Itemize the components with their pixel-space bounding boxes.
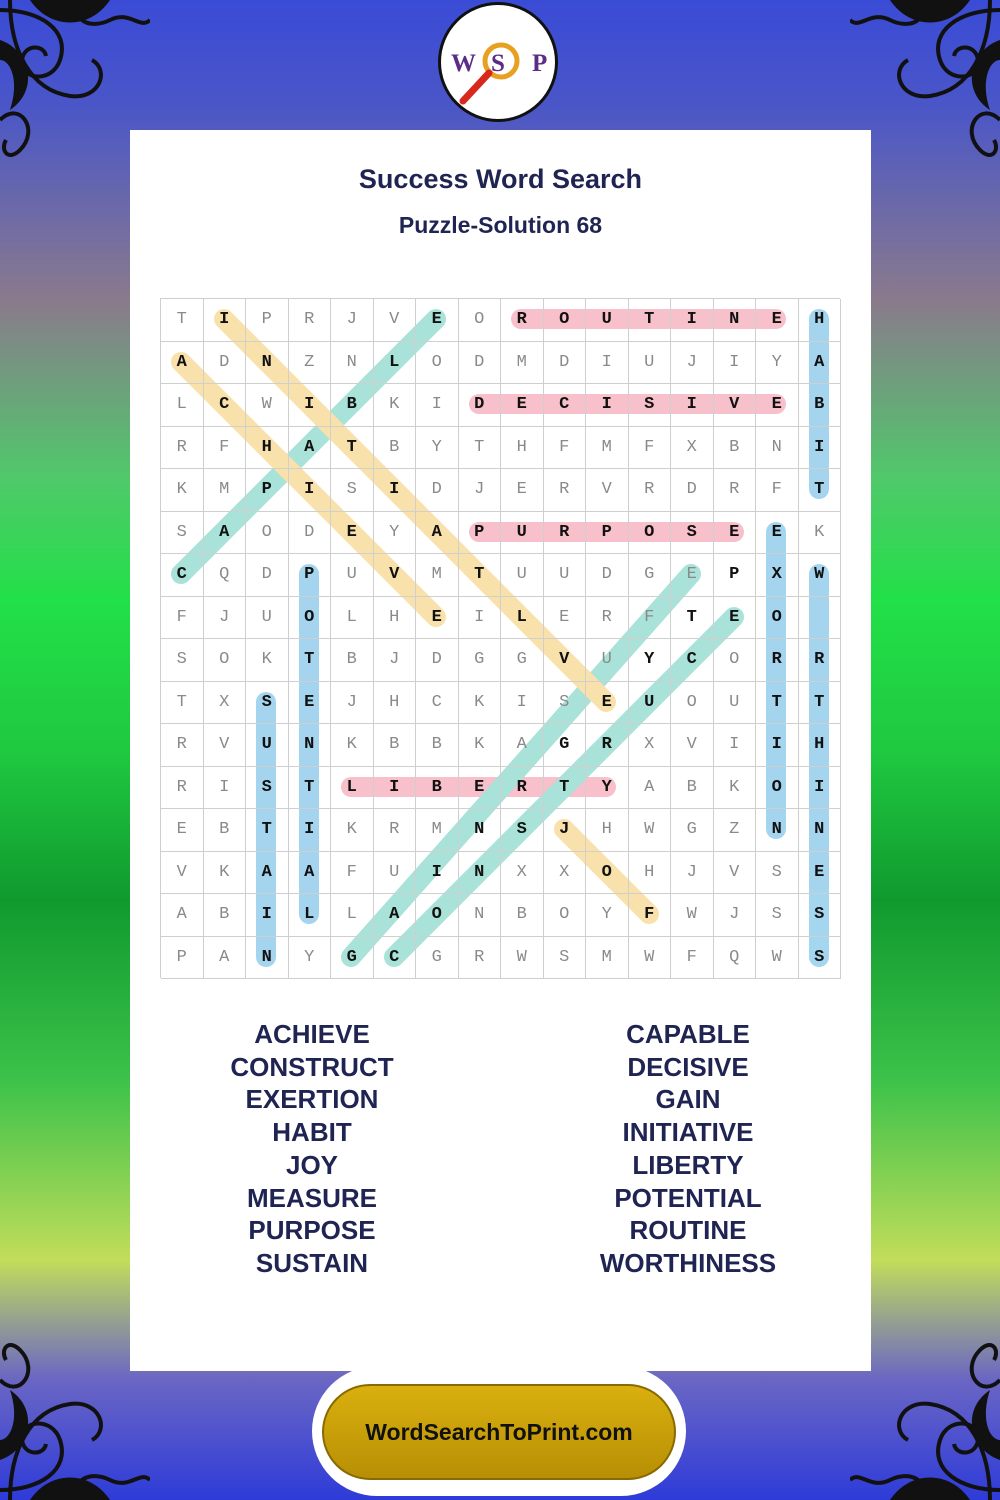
grid-cell[interactable]: H <box>799 299 842 342</box>
grid-cell[interactable]: G <box>416 937 459 980</box>
grid-cell[interactable]: O <box>416 342 459 385</box>
grid-cell[interactable]: F <box>671 937 714 980</box>
grid-cell[interactable]: O <box>416 894 459 937</box>
grid-cell[interactable]: A <box>289 852 332 895</box>
grid-cell[interactable]: J <box>671 852 714 895</box>
grid-cell[interactable]: K <box>161 469 204 512</box>
grid-cell[interactable]: P <box>161 937 204 980</box>
grid-cell[interactable]: F <box>629 894 672 937</box>
grid-cell[interactable]: P <box>289 554 332 597</box>
word-list-item: MEASURE <box>246 1182 377 1213</box>
letter-grid[interactable] <box>160 298 840 978</box>
grid-cell[interactable]: V <box>374 554 417 597</box>
grid-cell[interactable]: P <box>714 554 757 597</box>
grid-cell[interactable]: I <box>586 342 629 385</box>
grid-cell[interactable]: C <box>416 682 459 725</box>
grid-cell[interactable]: J <box>331 682 374 725</box>
grid-cell[interactable]: R <box>586 597 629 640</box>
grid-cell[interactable]: S <box>544 937 587 980</box>
grid-cell[interactable]: R <box>501 299 544 342</box>
grid-cell[interactable]: E <box>714 512 757 555</box>
page-title: Success Word Search <box>358 164 643 194</box>
grid-cell[interactable]: I <box>204 767 247 810</box>
grid-cell[interactable]: A <box>501 724 544 767</box>
grid-cell[interactable]: G <box>629 554 672 597</box>
grid-cell[interactable]: R <box>756 639 799 682</box>
page-subtitle: Puzzle-Solution 68 <box>398 212 603 238</box>
grid-cell[interactable]: O <box>204 639 247 682</box>
word-grid[interactable] <box>160 298 840 978</box>
grid-cell[interactable]: T <box>161 299 204 342</box>
grid-cell[interactable]: T <box>629 299 672 342</box>
grid-cell[interactable]: N <box>799 809 842 852</box>
grid-cell[interactable]: R <box>161 427 204 470</box>
grid-cell[interactable]: N <box>331 342 374 385</box>
grid-cell[interactable]: D <box>544 342 587 385</box>
grid-cell[interactable]: O <box>629 512 672 555</box>
grid-cell[interactable]: M <box>586 427 629 470</box>
grid-cell[interactable]: D <box>459 342 502 385</box>
grid-cell[interactable]: H <box>374 682 417 725</box>
grid-cell[interactable]: O <box>289 597 332 640</box>
grid-cell[interactable]: U <box>586 639 629 682</box>
grid-cell[interactable]: L <box>331 597 374 640</box>
grid-cell[interactable]: R <box>501 767 544 810</box>
word-list-item: ACHIEVE <box>254 1019 370 1049</box>
grid-cell[interactable]: L <box>501 597 544 640</box>
grid-cell[interactable]: S <box>544 682 587 725</box>
site-logo[interactable] <box>438 2 558 122</box>
grid-cell[interactable]: G <box>544 724 587 767</box>
grid-cell[interactable]: S <box>671 512 714 555</box>
grid-cell[interactable]: U <box>501 554 544 597</box>
grid-cell[interactable]: I <box>289 384 332 427</box>
grid-cell[interactable]: I <box>204 299 247 342</box>
logo-letter-p: P <box>532 50 548 77</box>
word-list-item: CAPABLE <box>626 1019 750 1049</box>
grid-cell[interactable]: U <box>331 554 374 597</box>
grid-cell[interactable]: R <box>289 299 332 342</box>
grid-cell[interactable]: T <box>331 427 374 470</box>
grid-cell[interactable]: H <box>799 724 842 767</box>
grid-cell[interactable]: T <box>799 682 842 725</box>
grid-cell[interactable]: B <box>416 767 459 810</box>
word-list-item: WORTHINESS <box>599 1247 777 1278</box>
grid-cell[interactable]: N <box>289 724 332 767</box>
grid-cell[interactable]: I <box>756 724 799 767</box>
grid-cell[interactable]: I <box>501 682 544 725</box>
grid-cell[interactable]: K <box>331 724 374 767</box>
word-list-item: LIBERTY <box>632 1149 744 1180</box>
grid-cell[interactable]: U <box>246 597 289 640</box>
grid-cell[interactable]: S <box>161 639 204 682</box>
logo-letter-s: S <box>491 50 505 77</box>
grid-cell[interactable]: A <box>161 342 204 385</box>
grid-cell[interactable]: N <box>459 852 502 895</box>
grid-cell[interactable]: E <box>501 469 544 512</box>
grid-cell[interactable]: R <box>544 469 587 512</box>
grid-cell[interactable]: J <box>374 639 417 682</box>
grid-cell[interactable]: N <box>756 809 799 852</box>
grid-cell[interactable]: U <box>544 554 587 597</box>
grid-cell[interactable]: N <box>246 342 289 385</box>
grid-cell[interactable]: J <box>459 469 502 512</box>
grid-cell[interactable]: I <box>586 384 629 427</box>
grid-cell[interactable]: R <box>544 512 587 555</box>
word-list-item: PURPOSE <box>248 1215 376 1246</box>
grid-cell[interactable]: X <box>501 852 544 895</box>
logo-letter-w: W <box>451 50 476 77</box>
grid-cell[interactable]: D <box>246 554 289 597</box>
grid-cell[interactable]: U <box>629 682 672 725</box>
grid-cell[interactable]: K <box>714 767 757 810</box>
grid-cell[interactable]: I <box>246 894 289 937</box>
grid-cell[interactable]: N <box>459 809 502 852</box>
grid-cell[interactable]: T <box>459 554 502 597</box>
grid-cell[interactable]: J <box>714 894 757 937</box>
grid-cell[interactable]: I <box>374 767 417 810</box>
grid-cell[interactable]: N <box>246 937 289 980</box>
word-list-item: JOY <box>285 1149 339 1180</box>
grid-cell[interactable]: E <box>501 384 544 427</box>
grid-cell[interactable]: S <box>756 852 799 895</box>
grid-cell[interactable]: G <box>671 809 714 852</box>
grid-cell[interactable]: E <box>714 597 757 640</box>
grid-cell[interactable]: R <box>714 469 757 512</box>
grid-cell[interactable]: A <box>289 427 332 470</box>
grid-cell[interactable]: M <box>416 554 459 597</box>
grid-cell[interactable]: X <box>544 852 587 895</box>
grid-cell[interactable]: R <box>374 809 417 852</box>
grid-cell[interactable]: P <box>246 299 289 342</box>
grid-cell[interactable]: M <box>586 937 629 980</box>
grid-cell[interactable]: F <box>629 597 672 640</box>
grid-cell[interactable]: R <box>161 724 204 767</box>
grid-cell[interactable]: A <box>799 342 842 385</box>
grid-cell[interactable]: B <box>799 384 842 427</box>
grid-cell[interactable]: P <box>586 512 629 555</box>
grid-cell[interactable]: X <box>756 554 799 597</box>
grid-cell[interactable]: O <box>756 597 799 640</box>
grid-cell[interactable]: I <box>714 724 757 767</box>
grid-cell[interactable]: B <box>331 639 374 682</box>
grid-cell[interactable]: I <box>714 342 757 385</box>
grid-cell[interactable]: L <box>331 894 374 937</box>
grid-cell[interactable]: E <box>756 299 799 342</box>
grid-cell[interactable]: A <box>246 852 289 895</box>
corner-flourish-icon <box>850 1300 1000 1500</box>
grid-cell[interactable]: O <box>714 639 757 682</box>
grid-cell[interactable]: E <box>756 512 799 555</box>
grid-cell[interactable]: W <box>799 554 842 597</box>
grid-cell[interactable]: V <box>544 639 587 682</box>
grid-cell[interactable]: X <box>671 427 714 470</box>
grid-cell[interactable]: E <box>416 597 459 640</box>
grid-cell[interactable]: E <box>544 597 587 640</box>
grid-cell[interactable]: I <box>671 299 714 342</box>
grid-cell[interactable]: B <box>416 724 459 767</box>
grid-cell[interactable]: L <box>161 384 204 427</box>
grid-cell[interactable]: O <box>246 512 289 555</box>
grid-cell[interactable]: K <box>374 384 417 427</box>
grid-cell[interactable]: V <box>204 724 247 767</box>
grid-cell[interactable]: A <box>161 894 204 937</box>
grid-cell[interactable]: B <box>714 427 757 470</box>
grid-cell[interactable]: E <box>756 384 799 427</box>
grid-cell[interactable]: F <box>331 852 374 895</box>
grid-cell[interactable]: D <box>204 342 247 385</box>
grid-cell[interactable]: O <box>544 894 587 937</box>
corner-flourish-icon <box>850 0 1000 200</box>
word-list-item: POTENTIAL <box>614 1182 762 1213</box>
grid-cell[interactable]: I <box>374 469 417 512</box>
grid-cell[interactable]: E <box>799 852 842 895</box>
grid-cell[interactable]: M <box>416 809 459 852</box>
grid-cell[interactable]: E <box>671 554 714 597</box>
grid-cell[interactable]: T <box>289 767 332 810</box>
grid-cell[interactable]: V <box>671 724 714 767</box>
grid-cell[interactable]: U <box>586 299 629 342</box>
grid-cell[interactable]: V <box>714 384 757 427</box>
grid-cell[interactable]: I <box>671 384 714 427</box>
grid-cell[interactable]: R <box>459 937 502 980</box>
word-list-item: SUSTAIN <box>255 1247 369 1278</box>
grid-cell[interactable]: W <box>501 937 544 980</box>
word-list-item: HABIT <box>272 1117 352 1148</box>
grid-cell[interactable]: A <box>629 767 672 810</box>
grid-cell[interactable]: Y <box>756 342 799 385</box>
grid-cell[interactable]: H <box>501 427 544 470</box>
grid-cell[interactable]: X <box>629 724 672 767</box>
grid-cell[interactable]: F <box>204 427 247 470</box>
grid-cell[interactable]: S <box>331 469 374 512</box>
puzzle-sheet <box>130 130 871 1371</box>
grid-cell[interactable]: Y <box>586 767 629 810</box>
corner-flourish-icon <box>0 1300 150 1500</box>
grid-cell[interactable]: G <box>459 639 502 682</box>
word-list-item: CONSTRUCT <box>230 1051 394 1082</box>
grid-cell[interactable]: R <box>629 469 672 512</box>
grid-cell[interactable]: J <box>331 299 374 342</box>
grid-cell[interactable]: K <box>246 639 289 682</box>
grid-cell[interactable]: U <box>714 682 757 725</box>
grid-cell[interactable]: W <box>629 809 672 852</box>
grid-cell[interactable]: C <box>204 384 247 427</box>
grid-cell[interactable]: B <box>204 894 247 937</box>
word-list-item: INITIATIVE <box>622 1117 754 1148</box>
grid-cell[interactable]: O <box>544 299 587 342</box>
grid-cell[interactable]: Y <box>629 639 672 682</box>
grid-cell[interactable]: V <box>374 299 417 342</box>
grid-cell[interactable]: W <box>671 894 714 937</box>
grid-cell[interactable]: U <box>374 852 417 895</box>
grid-cell[interactable]: C <box>161 554 204 597</box>
grid-cell[interactable]: Z <box>714 809 757 852</box>
grid-cell[interactable]: R <box>799 639 842 682</box>
grid-cell[interactable]: N <box>714 299 757 342</box>
grid-cell[interactable]: T <box>544 767 587 810</box>
grid-cell[interactable]: Y <box>289 937 332 980</box>
grid-cell[interactable]: D <box>289 512 332 555</box>
grid-cell[interactable]: K <box>459 724 502 767</box>
grid-cell[interactable]: J <box>544 809 587 852</box>
word-list-item: ROUTINE <box>629 1215 747 1246</box>
grid-cell[interactable]: E <box>459 767 502 810</box>
grid-cell[interactable]: Q <box>204 554 247 597</box>
grid-cell[interactable]: S <box>799 894 842 937</box>
grid-cell[interactable]: T <box>246 809 289 852</box>
grid-cell[interactable]: I <box>416 852 459 895</box>
grid-cell[interactable]: B <box>204 809 247 852</box>
grid-cell[interactable]: A <box>416 512 459 555</box>
grid-cell[interactable]: S <box>629 384 672 427</box>
grid-cell[interactable]: H <box>586 809 629 852</box>
grid-cell[interactable]: O <box>671 682 714 725</box>
website-link-button[interactable]: WordSearchToPrint.com <box>322 1384 676 1480</box>
grid-cell[interactable]: I <box>289 469 332 512</box>
grid-cell[interactable]: V <box>586 469 629 512</box>
grid-cell[interactable]: D <box>586 554 629 597</box>
grid-cell[interactable]: O <box>586 852 629 895</box>
grid-cell[interactable]: T <box>799 469 842 512</box>
grid-cell[interactable]: S <box>501 809 544 852</box>
grid-cell[interactable]: T <box>671 597 714 640</box>
grid-cell[interactable]: T <box>289 639 332 682</box>
grid-cell[interactable]: C <box>671 639 714 682</box>
grid-cell[interactable]: C <box>544 384 587 427</box>
grid-cell[interactable]: N <box>756 427 799 470</box>
grid-cell[interactable]: I <box>289 809 332 852</box>
grid-cell[interactable]: H <box>374 597 417 640</box>
grid-cell[interactable]: W <box>246 384 289 427</box>
grid-cell[interactable]: L <box>289 894 332 937</box>
grid-cell[interactable]: B <box>331 384 374 427</box>
grid-cell[interactable]: T <box>756 682 799 725</box>
grid-cell[interactable]: Y <box>586 894 629 937</box>
grid-cell[interactable]: P <box>459 512 502 555</box>
grid-cell[interactable]: W <box>629 937 672 980</box>
grid-cell[interactable]: D <box>459 384 502 427</box>
word-list-right <box>538 1018 838 1280</box>
grid-cell[interactable]: U <box>629 342 672 385</box>
word-list-left <box>162 1018 462 1280</box>
grid-cell[interactable]: B <box>671 767 714 810</box>
grid-cell[interactable]: I <box>799 767 842 810</box>
grid-cell[interactable]: B <box>374 427 417 470</box>
grid-cell[interactable]: S <box>799 937 842 980</box>
grid-cell[interactable]: N <box>459 894 502 937</box>
word-list-item: DECISIVE <box>627 1051 749 1082</box>
grid-cell[interactable]: H <box>246 427 289 470</box>
grid-cell[interactable]: J <box>204 597 247 640</box>
corner-flourish-icon <box>0 0 150 200</box>
grid-cell[interactable]: I <box>416 384 459 427</box>
grid-cell[interactable]: U <box>501 512 544 555</box>
grid-cell[interactable]: K <box>459 682 502 725</box>
grid-cell[interactable]: J <box>671 342 714 385</box>
grid-cell[interactable]: A <box>204 512 247 555</box>
grid-cell[interactable]: Z <box>289 342 332 385</box>
word-list-item: EXERTION <box>245 1084 379 1115</box>
grid-cell[interactable]: P <box>246 469 289 512</box>
grid-cell[interactable]: K <box>204 852 247 895</box>
grid-cell[interactable]: E <box>289 682 332 725</box>
grid-cell[interactable]: C <box>374 937 417 980</box>
grid-cell[interactable]: U <box>246 724 289 767</box>
grid-cell[interactable]: D <box>416 639 459 682</box>
grid-cell[interactable]: S <box>246 682 289 725</box>
grid-cell[interactable]: A <box>374 894 417 937</box>
grid-cell[interactable]: H <box>629 852 672 895</box>
grid-cell[interactable]: G <box>331 937 374 980</box>
grid-cell[interactable]: I <box>459 597 502 640</box>
grid-cell[interactable]: Q <box>714 937 757 980</box>
grid-cell[interactable]: M <box>501 342 544 385</box>
grid-cell[interactable]: W <box>756 937 799 980</box>
grid-cell[interactable]: R <box>161 767 204 810</box>
grid-cell[interactable]: F <box>756 469 799 512</box>
grid-cell[interactable]: E <box>416 299 459 342</box>
grid-cell[interactable]: F <box>629 427 672 470</box>
grid-cell[interactable]: B <box>501 894 544 937</box>
grid-cell[interactable]: S <box>756 894 799 937</box>
grid-cell[interactable]: K <box>799 512 842 555</box>
grid-cell[interactable]: O <box>459 299 502 342</box>
grid-cell[interactable]: L <box>374 342 417 385</box>
grid-cell[interactable]: A <box>204 937 247 980</box>
grid-cell[interactable]: K <box>331 809 374 852</box>
grid-cell[interactable]: D <box>671 469 714 512</box>
grid-cell[interactable]: T <box>161 682 204 725</box>
grid-cell[interactable]: Y <box>374 512 417 555</box>
grid-cell[interactable]: F <box>544 427 587 470</box>
grid-cell[interactable]: V <box>161 852 204 895</box>
grid-cell[interactable]: E <box>586 682 629 725</box>
grid-cell[interactable]: E <box>331 512 374 555</box>
grid-cell[interactable]: L <box>331 767 374 810</box>
grid-cell[interactable] <box>799 597 842 640</box>
grid-cell[interactable]: E <box>161 809 204 852</box>
grid-cell[interactable]: F <box>161 597 204 640</box>
grid-cell[interactable]: I <box>799 427 842 470</box>
grid-cell[interactable]: V <box>714 852 757 895</box>
grid-cell[interactable]: G <box>501 639 544 682</box>
grid-cell[interactable]: B <box>374 724 417 767</box>
grid-cell[interactable]: X <box>204 682 247 725</box>
grid-cell[interactable]: M <box>204 469 247 512</box>
grid-cell[interactable]: T <box>459 427 502 470</box>
grid-cell[interactable]: O <box>756 767 799 810</box>
word-list-item: GAIN <box>655 1084 721 1115</box>
grid-cell[interactable]: S <box>246 767 289 810</box>
grid-cell[interactable]: R <box>586 724 629 767</box>
grid-cell[interactable]: D <box>416 469 459 512</box>
grid-cell[interactable]: Y <box>416 427 459 470</box>
grid-cell[interactable]: S <box>161 512 204 555</box>
